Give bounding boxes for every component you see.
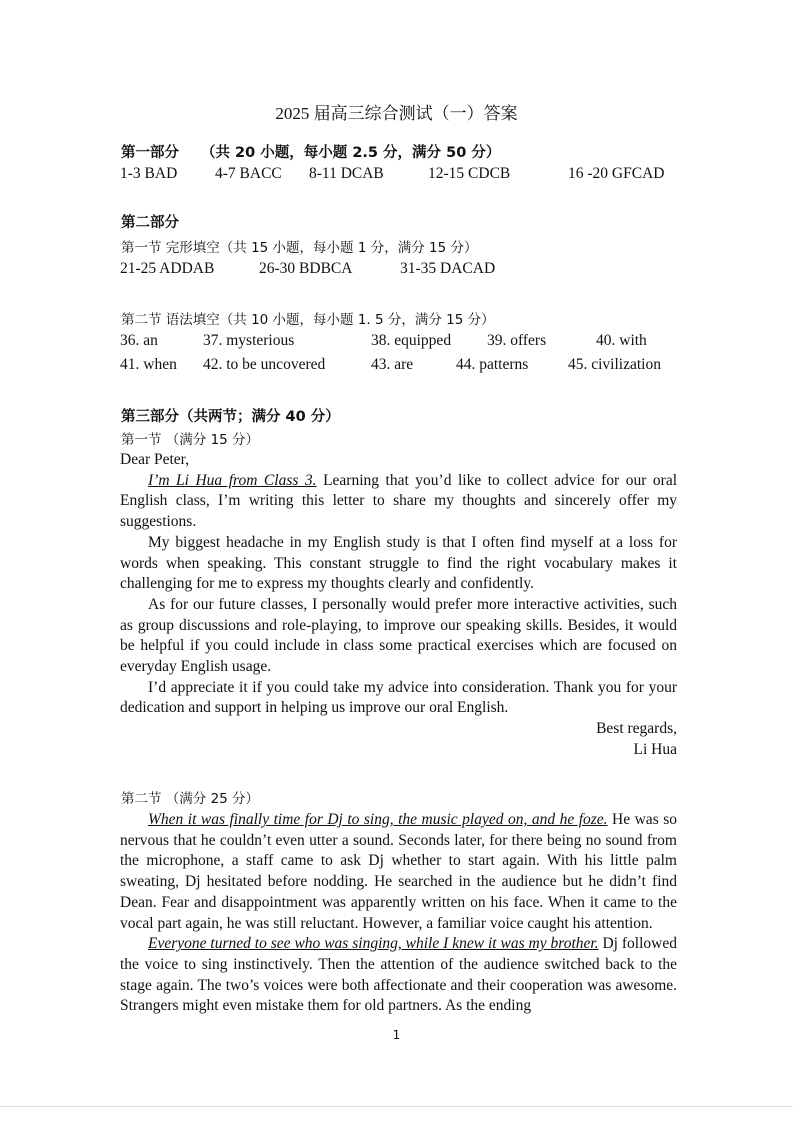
letter-paragraph-3: As for our future classes, I personally would prefer more interactive activities, such as group discussions and role-playing, to improve our speaking skills. Besides, it would be helpful if you could include in class some practical exercises which are focused on everyday English usage.	[120, 595, 677, 676]
page-number: 1	[392, 1028, 401, 1042]
part1-answer-3: 8-11 DCAB	[309, 165, 384, 182]
grammar-answer-40: 40. with	[596, 332, 647, 349]
grammar-answer-43: 43. are	[371, 356, 414, 373]
letter-opening-underlined: I’m Li Hua from Class 3.	[148, 471, 317, 489]
story-paragraph-1-text: He was so nervous that he couldn’t even utter a sound. Seconds later, for there being no sound from the microphone, a staff came to ask Dj whether to start again. With his little palm sweating, Dj hesitated before nodding. He searched in the audience but he didn’t find Dean. Fear and disappointment was apparently written on his face. When it came to the vocal part again, he was still reluctant. However, a familiar voice caught his attention.	[120, 811, 677, 932]
letter-signature: Li Hua	[633, 740, 677, 758]
part1-answer-2: 4-7 BACC	[215, 165, 282, 182]
part1-answer-4: 12-15 CDCB	[428, 165, 511, 182]
story-paragraph-2-text: Dj followed the voice to sing instinctively. Then the attention of the audience switched back to the stage again. The two’s voices were both affectionate and their cooperation was awesome. Strangers might even mistake them for old partners. As the ending	[120, 935, 677, 1015]
grammar-answer-39: 39. offers	[487, 332, 547, 349]
letter-paragraph-4: I’d appreciate it if you could take my advice into consideration. Thank you for your dedication and support in helping us improve our oral English.	[120, 678, 677, 717]
part1-note: （共 20 小题，每小题 2.5 分，满分 50 分）	[201, 145, 501, 161]
part2-section1-heading: 第一节 完形填空（共 15 小题，每小题 1 分，满分 15 分）	[121, 240, 478, 256]
part3-section2-heading: 第二节 （满分 25 分）	[121, 791, 260, 807]
part1-answer-1: 1-3 BAD	[120, 165, 178, 182]
letter-paragraph-1-text: Learning that you’d like to collect advice for our oral English class, I’m writing this letter to share my thoughts and sincerely offer my suggestions.	[120, 471, 677, 531]
part1-heading	[121, 141, 500, 162]
part2-section2-heading: 第二节 语法填空（共 10 小题，每小题 1. 5 分，满分 15 分）	[121, 312, 495, 328]
letter-paragraph-1	[120, 471, 677, 533]
letter-closing: Best regards,	[596, 720, 677, 738]
model-story	[120, 810, 677, 1017]
page-bottom-divider	[0, 1106, 793, 1107]
grammar-answer-45: 45. civilization	[568, 356, 661, 373]
grammar-answer-37: 37. mysterious	[203, 332, 295, 349]
part1-heading-label: 第一部分	[121, 145, 179, 161]
grammar-answer-44: 44. patterns	[456, 356, 529, 373]
part3-heading: 第三部分（共两节；满分 40 分）	[121, 409, 340, 425]
part1-answer-5: 16 -20 GFCAD	[568, 165, 665, 182]
cloze-answer-2: 26-30 BDBCA	[259, 260, 353, 277]
story-paragraph-2	[120, 934, 677, 1017]
cloze-answer-3: 31-35 DACAD	[400, 260, 496, 277]
part2-heading: 第二部分	[121, 215, 179, 231]
cloze-answer-1: 21-25 ADDAB	[120, 260, 215, 277]
model-letter	[120, 450, 677, 761]
story-second-opening-underlined: Everyone turned to see who was singing, while I knew it was my brother.	[148, 935, 599, 953]
grammar-answer-42: 42. to be uncovered	[203, 356, 326, 373]
part3-section1-heading: 第一节 （满分 15 分）	[121, 432, 260, 448]
letter-paragraph-2: My biggest headache in my English study is that I often find myself at a loss for words when speaking. This constant struggle to find the right vocabulary makes it challenging for me to express my thoughts clearly and confidently.	[120, 533, 677, 593]
grammar-answer-36: 36. an	[120, 332, 158, 349]
story-opening-underlined: When it was finally time for Dj to sing, the music played on, and he foze.	[148, 811, 608, 828]
document-title: 2025 届高三综合测试（一）答案	[275, 104, 518, 123]
grammar-answer-38: 38. equipped	[371, 332, 452, 349]
story-paragraph-1	[120, 810, 677, 934]
grammar-answer-41: 41. when	[120, 356, 177, 373]
letter-salutation: Dear Peter,	[120, 451, 190, 468]
